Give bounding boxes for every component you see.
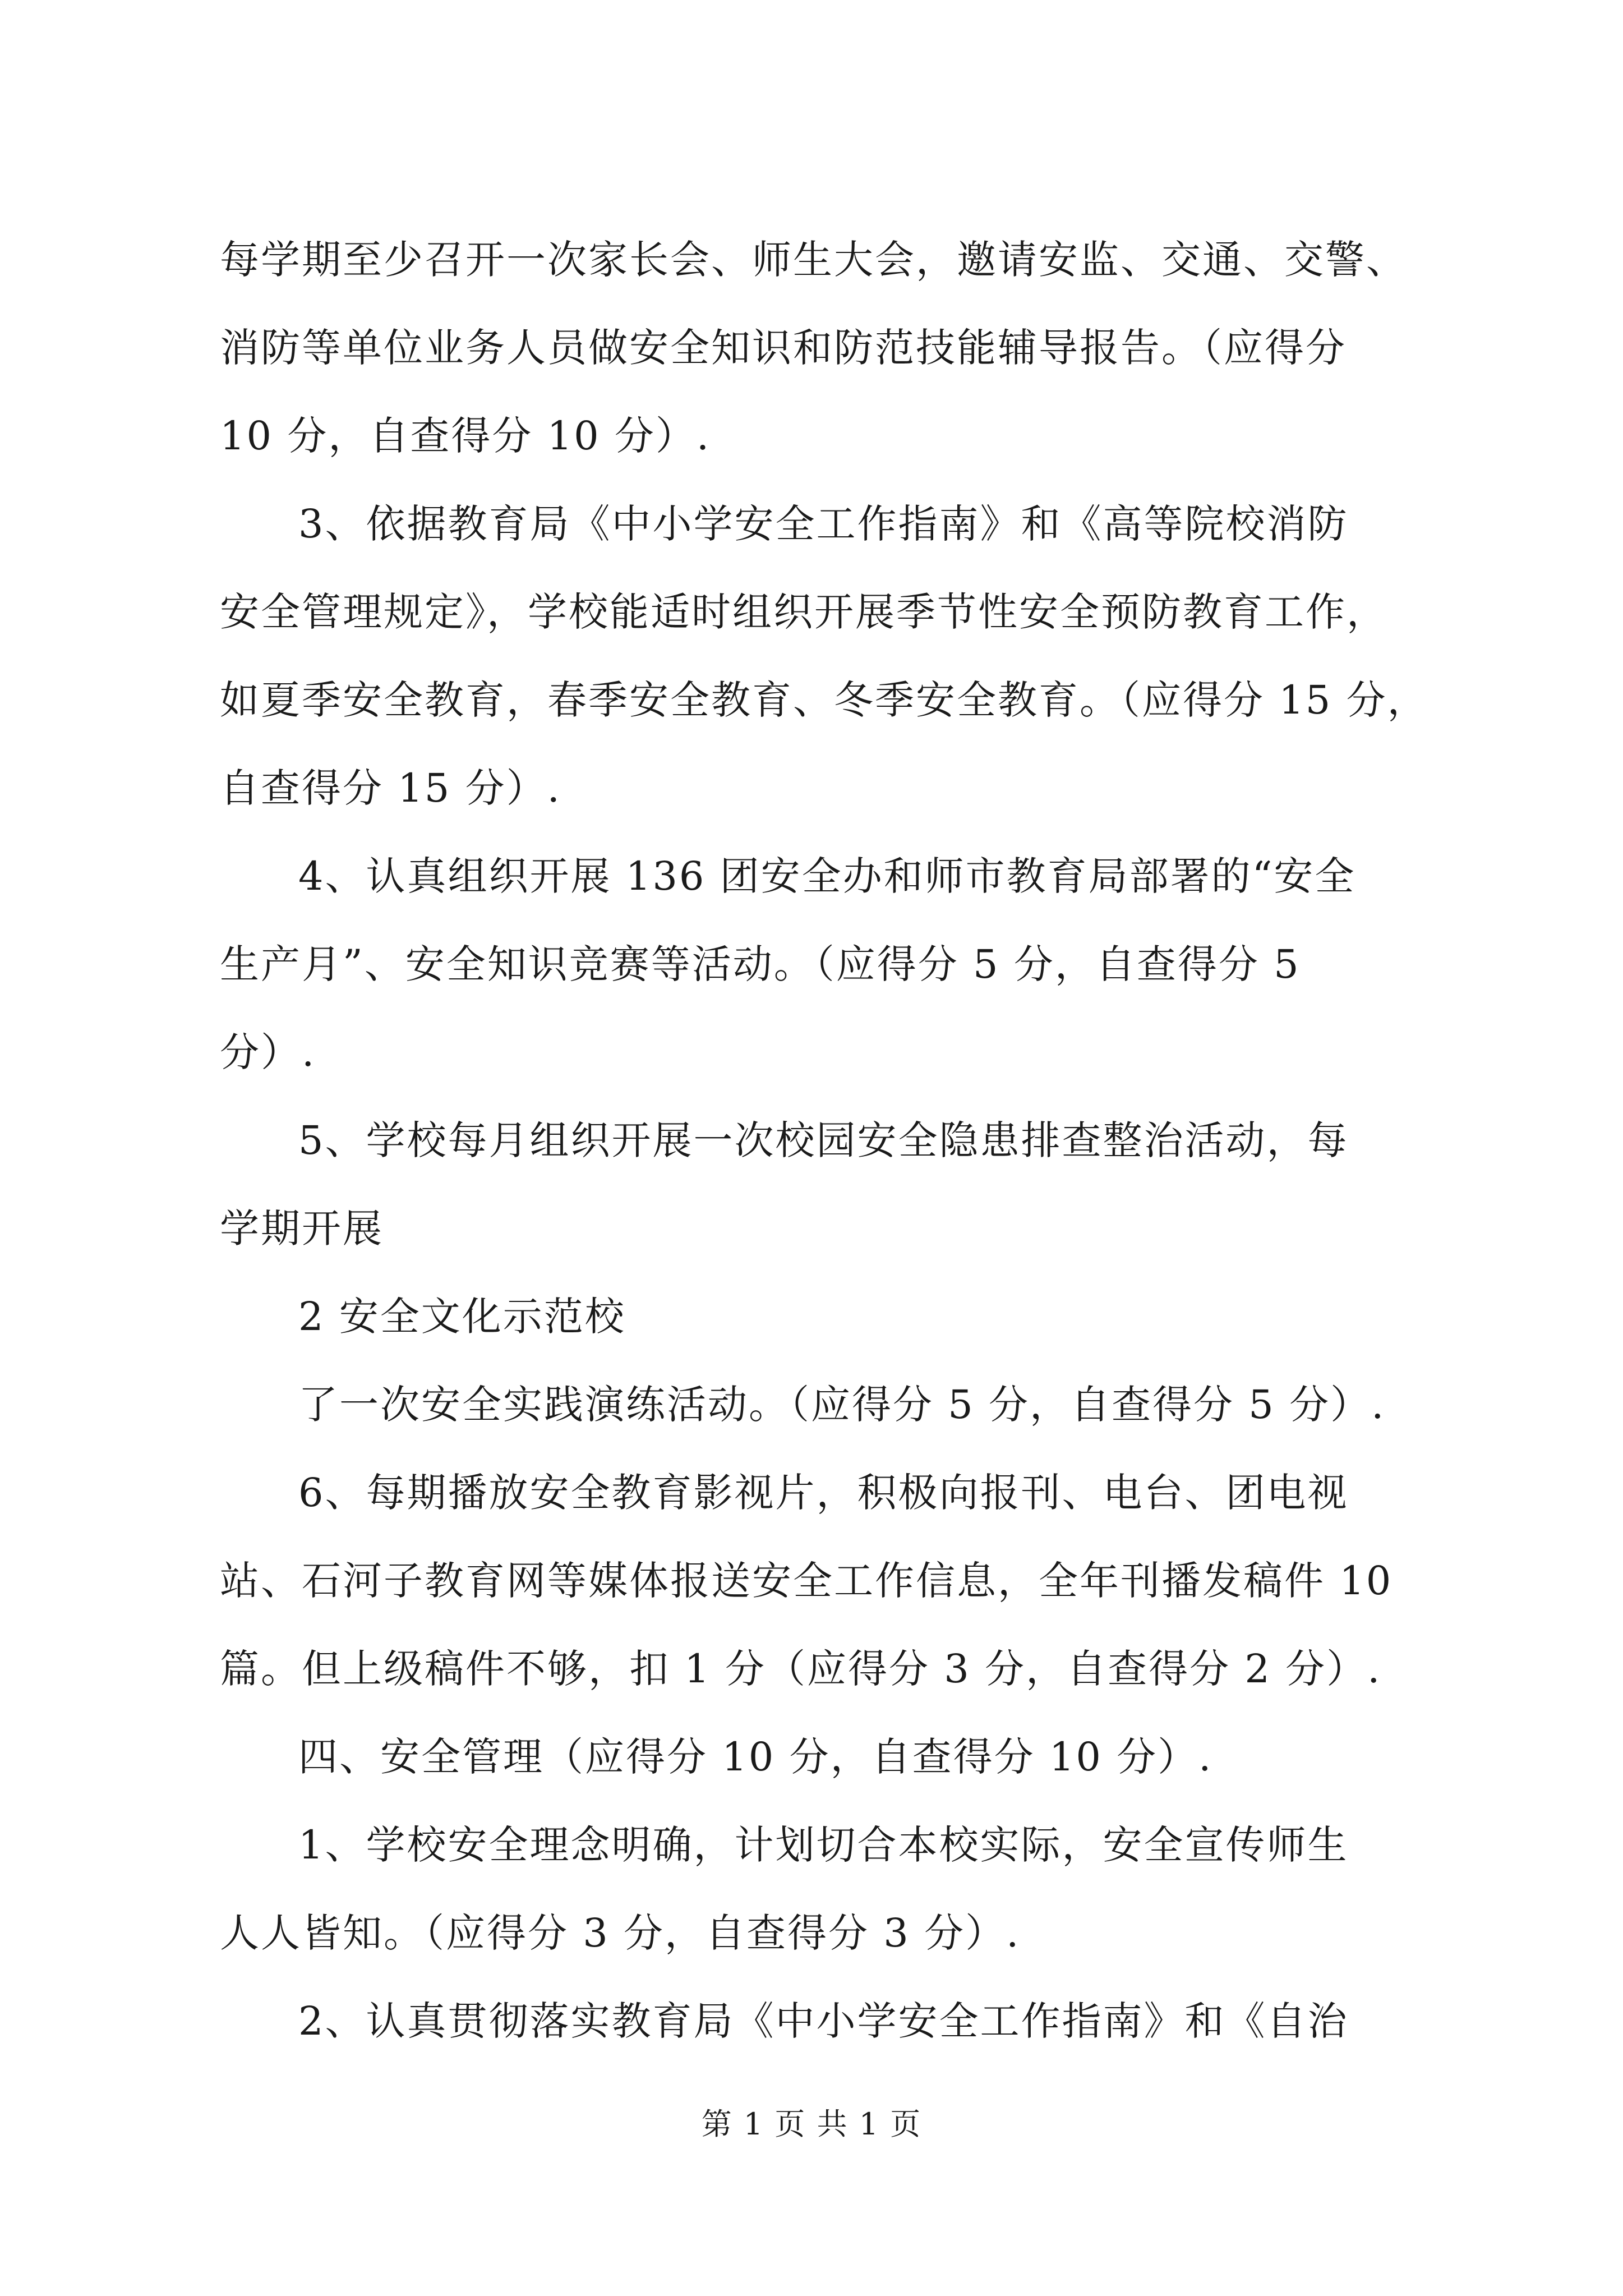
page-footer: 第 1 页 共 1 页: [701, 2106, 922, 2142]
text-line: 人人皆知。（应得分 3 分，自查得分 3 分）.: [220, 1910, 1021, 1956]
text-line: 每学期至少召开一次家长会、师生大会，邀请安监、交通、交警、: [220, 237, 1407, 283]
text-line: 5、学校每月组织开展一次校园安全隐患排查整治活动，每: [298, 1117, 1349, 1163]
section-heading: 2 安全文化示范校: [298, 1294, 626, 1340]
text-line: 10 分，自查得分 10 分）.: [220, 413, 711, 459]
text-line: 3、依据教育局《中小学安全工作指南》和《高等院校消防: [298, 501, 1349, 547]
text-line: 4、认真组织开展 136 团安全办和师市教育局部署的“安全: [298, 853, 1356, 899]
text-line: 消防等单位业务人员做安全知识和防范技能辅导报告。（应得分: [220, 325, 1347, 371]
text-line: 生产月”、安全知识竞赛等活动。（应得分 5 分，自查得分 5: [220, 941, 1301, 987]
text-line: 2、认真贯彻落实教育局《中小学安全工作指南》和《自治: [298, 1998, 1349, 2044]
text-line: 自查得分 15 分）.: [220, 765, 561, 811]
text-line: 学期开展: [220, 1205, 384, 1251]
text-line: 如夏季安全教育，春季安全教育、冬季安全教育。（应得分 15 分，: [220, 677, 1428, 723]
text-line: 篇。但上级稿件不够，扣 1 分（应得分 3 分，自查得分 2 分）.: [220, 1646, 1382, 1692]
section-heading: 四、安全管理（应得分 10 分，自查得分 10 分）.: [298, 1734, 1213, 1780]
body-text: [220, 216, 1426, 2065]
text-line: 了一次安全实践演练活动。（应得分 5 分，自查得分 5 分）.: [298, 1382, 1386, 1428]
text-line: 分）.: [220, 1029, 316, 1075]
text-line: 安全管理规定》，学校能适时组织开展季节性安全预防教育工作，: [220, 589, 1387, 635]
text-line: 6、每期播放安全教育影视片，积极向报刊、电台、团电视: [298, 1470, 1349, 1516]
text-line: 站、石河子教育网等媒体报送安全工作信息，全年刊播发稿件 10: [220, 1558, 1393, 1604]
text-line: 1、学校安全理念明确，计划切合本校实际，安全宣传师生: [298, 1822, 1349, 1868]
